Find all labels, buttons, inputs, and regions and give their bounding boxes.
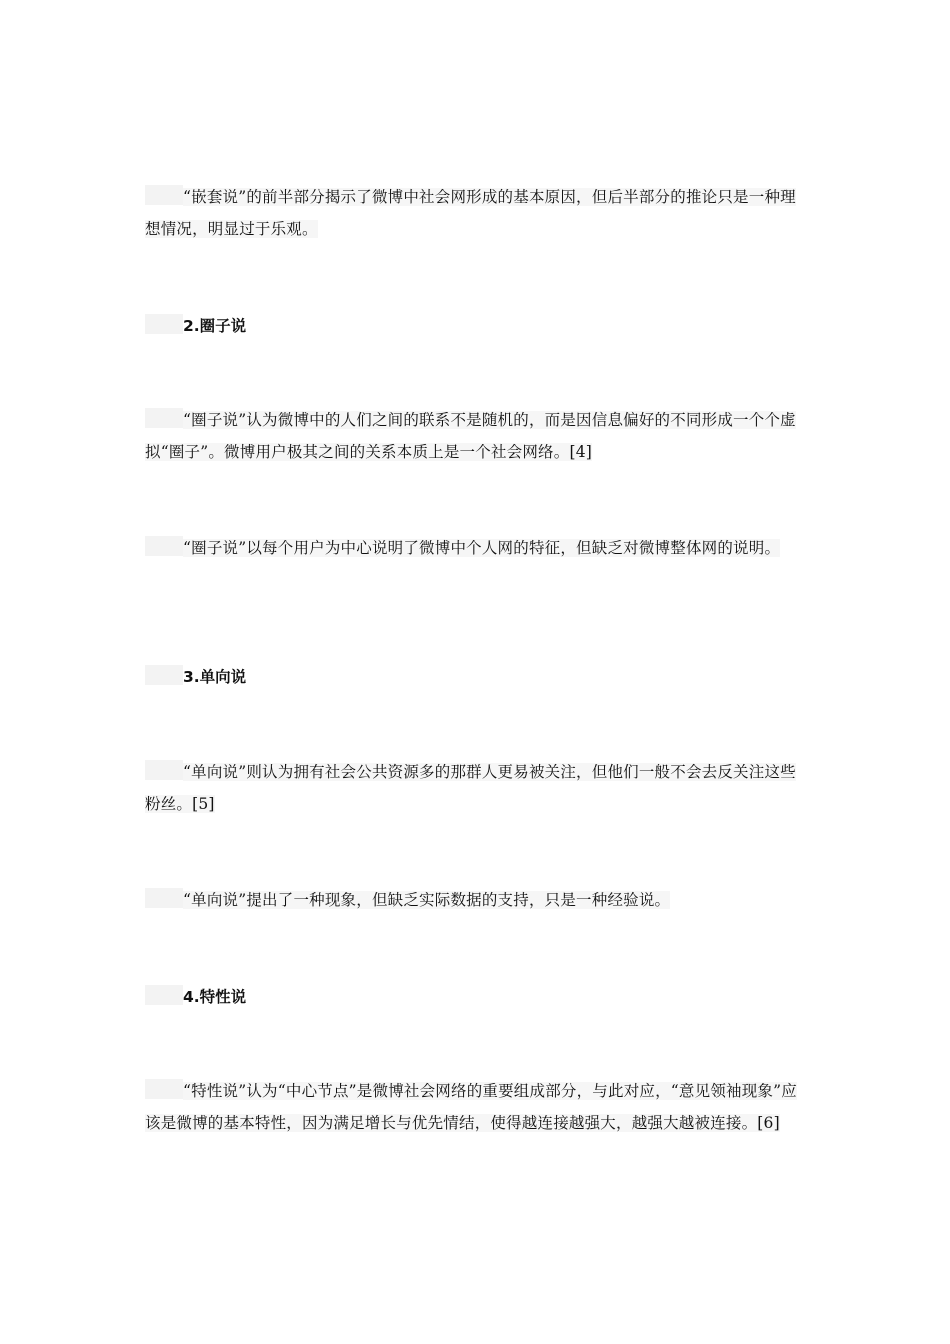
heading-text: 2.圈子说 <box>183 317 247 335</box>
indent-mark <box>145 888 183 908</box>
paragraph-characteristic-theory <box>145 1075 810 1139</box>
paragraph-text: “单向说”则认为拥有社会公共资源多的那群人更易被关注，但他们一般不会去反关注这些粉丝。[5] <box>145 763 796 813</box>
heading-text: 3.单向说 <box>183 668 247 686</box>
indent-mark <box>145 536 183 556</box>
indent-mark <box>145 760 183 780</box>
indent-mark <box>145 314 183 334</box>
paragraph-one-way-theory-critique <box>145 884 810 916</box>
section-heading-circle-theory <box>145 314 246 338</box>
paragraph-text: “圈子说”认为微博中的人们之间的联系不是随机的，而是因信息偏好的不同形成一个个虚拟“圈子”。微博用户极其之间的关系本质上是一个社会网络。[4] <box>145 411 796 461</box>
indent-mark <box>145 665 183 685</box>
paragraph-text: “单向说”提出了一种现象，但缺乏实际数据的支持，只是一种经验说。 <box>183 891 671 909</box>
indent-mark <box>145 408 183 428</box>
section-heading-characteristic-theory <box>145 985 246 1009</box>
paragraph-text: “圈子说”以每个用户为中心说明了微博中个人网的特征，但缺乏对微博整体网的说明。 <box>183 539 781 557</box>
indent-mark <box>145 985 183 1005</box>
heading-text: 4.特性说 <box>183 988 247 1006</box>
paragraph-circle-theory <box>145 404 810 468</box>
section-heading-one-way-theory <box>145 665 246 689</box>
indent-mark <box>145 185 183 205</box>
indent-mark <box>145 1079 183 1099</box>
paragraph-text: “嵌套说”的前半部分揭示了微博中社会网形成的基本原因，但后半部分的推论只是一种理想情况，明显过于乐观。 <box>145 188 796 238</box>
paragraph-text: “特性说”认为“中心节点”是微博社会网络的重要组成部分，与此对应，“意见领袖现象”应该是微博的基本特性，因为满足增长与优先情结，使得越连接越强大，越强大越被连接。[6] <box>145 1082 797 1132</box>
paragraph-circle-theory-critique <box>145 532 810 564</box>
paragraph-nested-theory-critique <box>145 181 810 245</box>
paragraph-one-way-theory <box>145 756 810 820</box>
